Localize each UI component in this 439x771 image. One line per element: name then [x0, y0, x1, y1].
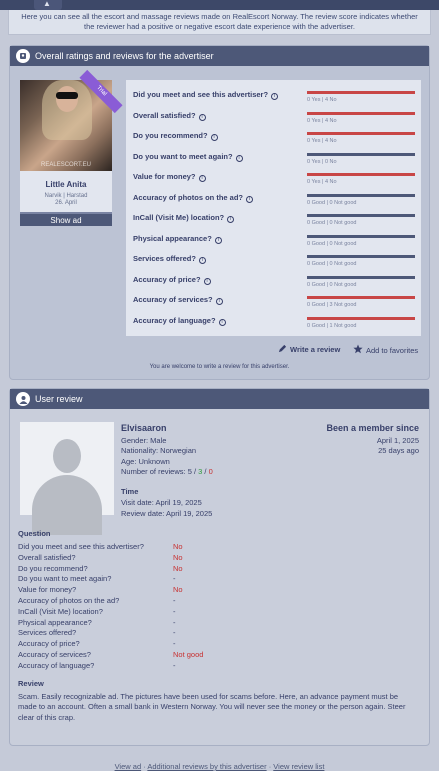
rating-row [126, 248, 421, 269]
write-review-link[interactable]: Write a review [278, 344, 340, 354]
view-ad-link[interactable]: View ad [114, 762, 142, 771]
intro-text: Here you can see all the escort and massage reviews made on RealEscort Norway. The review score indicates whether the reviewer had a positive or negative escort date experience with the advertiser. [8, 10, 431, 35]
member-date: April 1, 2025 [376, 435, 419, 445]
answer-question: Services offered? [18, 628, 77, 638]
welcome-text: You are welcome to write a review for this advertiser. [149, 364, 290, 370]
overall-ratings-panel [9, 45, 430, 380]
rating-bar [307, 173, 415, 176]
rating-question: Accuracy of language? i [133, 316, 226, 326]
user-age: Age: Unknown [121, 456, 170, 466]
info-icon[interactable]: i [246, 196, 253, 203]
advertiser-photo[interactable] [20, 80, 112, 171]
answer-question: InCall (Visit Me) location? [18, 606, 103, 616]
rating-row [126, 166, 421, 187]
answer-value: - [173, 639, 176, 649]
answer-row [18, 564, 418, 575]
rating-count: 0 Yes | 4 No [307, 97, 337, 103]
user-review-count: Number of reviews: 5 / 3 / 0 [121, 467, 213, 476]
photo-watermark: REALESCORT.EU [41, 162, 91, 168]
rating-row [126, 207, 421, 228]
answer-value: No [173, 563, 183, 573]
answer-value: No [173, 552, 183, 562]
review-actions [10, 344, 431, 356]
info-icon[interactable]: i [219, 319, 226, 326]
review-text: Scam. Easily recognizable ad. The pictures have been used for scams before. Here, an advance payment must be made to an account. Often a small bank in Western Norway. You will never see the money or the person again. Steer clear of this crap. [18, 691, 406, 722]
answer-row [18, 628, 418, 639]
rating-count: 0 Yes | 4 No [307, 117, 337, 124]
rating-question: Accuracy of services? i [133, 295, 223, 305]
info-icon[interactable]: i [199, 257, 206, 264]
rating-question: Accuracy of photos on the ad? i [133, 193, 253, 203]
user-review-panel [9, 388, 430, 771]
rating-bar-fill [307, 317, 415, 320]
pencil-icon [278, 344, 287, 353]
rating-question: Do you recommend? i [133, 131, 218, 141]
answer-question: Accuracy of language? [18, 660, 95, 670]
trial-badge: Trial [79, 70, 122, 113]
rating-question: Did you meet and see this advertiser? i [133, 90, 278, 100]
rating-row [126, 310, 421, 331]
overall-ratings-header [10, 46, 429, 66]
username[interactable]: Elvisaaron [121, 423, 167, 433]
review-heading: Review [18, 679, 44, 688]
rating-count: 0 Good | 0 Not good [307, 281, 357, 288]
info-icon[interactable]: i [236, 155, 243, 162]
rating-bar [307, 153, 415, 156]
rating-count: 0 Yes | 0 No [307, 158, 337, 165]
answer-row [18, 553, 418, 564]
ratings-list [126, 80, 421, 336]
answer-value: - [173, 628, 176, 638]
rating-question: Services offered? i [133, 254, 206, 264]
rating-count: 0 Good | 0 Not good [307, 199, 357, 206]
answer-value: No [173, 542, 183, 551]
answer-question: Did you meet and see this advertiser? [18, 542, 144, 551]
scroll-top-tab[interactable] [34, 0, 62, 10]
rating-count: 0 Yes | 4 No [307, 179, 337, 185]
rating-row [126, 105, 421, 126]
info-icon[interactable]: i [199, 175, 206, 182]
rating-bar [307, 276, 415, 279]
answer-row [18, 585, 418, 596]
answer-question: Accuracy of price? [18, 639, 80, 649]
advertiser-date: 26. April [55, 200, 77, 206]
top-strip [0, 0, 439, 10]
answer-row [18, 650, 418, 661]
rating-question: Do you want to meet again? i [133, 152, 243, 162]
advertiser-name: Little Anita [45, 180, 87, 189]
advertiser-location: Narvik | Harstad [44, 193, 88, 199]
arrow-up-icon: ▲ [43, 0, 51, 8]
user-gender: Gender: Male [121, 435, 167, 445]
answer-row [18, 542, 418, 553]
member-ago: 25 days ago [378, 446, 419, 455]
rating-question: Value for money? i [133, 172, 206, 182]
rating-question: Overall satisfied? i [133, 111, 206, 121]
time-heading: Time [121, 486, 139, 496]
answer-question: Accuracy of services? [18, 649, 91, 659]
answers-table [18, 529, 418, 672]
rating-bar-fill [307, 296, 415, 299]
info-icon[interactable]: i [216, 298, 223, 305]
rating-bar [307, 214, 415, 217]
answer-value: - [173, 606, 176, 616]
rating-bar [307, 296, 415, 299]
rating-count: 0 Yes | 4 No [307, 138, 337, 144]
rating-row [126, 289, 421, 310]
panel-title: User review [35, 394, 83, 404]
rating-question: Physical appearance? i [133, 234, 222, 244]
user-info [121, 423, 213, 519]
rating-row [126, 269, 421, 290]
user-review-header [10, 389, 429, 409]
rating-row [126, 84, 421, 105]
rating-bar [307, 91, 415, 94]
answer-row [18, 639, 418, 650]
answer-row [18, 574, 418, 585]
answer-value: - [173, 574, 176, 584]
rating-question: InCall (Visit Me) location? i [133, 213, 234, 223]
visit-date: Visit date: April 19, 2025 [121, 498, 202, 507]
info-icon[interactable]: i [204, 278, 211, 285]
answer-value: - [173, 660, 176, 670]
user-icon [16, 392, 30, 406]
rating-bar [307, 255, 415, 258]
answer-question: Do you want to meet again? [18, 574, 112, 584]
info-icon[interactable]: i [199, 114, 206, 121]
rating-bar [307, 132, 415, 135]
question-heading: Question [18, 529, 51, 538]
star-icon [353, 344, 363, 354]
rating-question: Accuracy of price? i [133, 275, 211, 285]
rating-row [126, 228, 421, 249]
review-date: Review date: April 19, 2025 [121, 508, 213, 518]
rating-count: 0 Good | 0 Not good [307, 261, 357, 267]
answer-row [18, 596, 418, 607]
additional-reviews-link[interactable]: Additional reviews by this advertiser [147, 762, 267, 771]
user-avatar [20, 422, 114, 515]
rating-bar-fill [307, 173, 415, 176]
ratings-icon [16, 49, 30, 63]
info-icon[interactable]: i [227, 216, 234, 223]
advertiser-card[interactable] [20, 80, 112, 226]
rating-row [126, 146, 421, 167]
rating-count: 0 Good | 0 Not good [307, 220, 357, 226]
rating-bar-fill [307, 112, 415, 115]
rating-bar [307, 235, 415, 238]
answer-value: Not good [173, 649, 204, 659]
info-icon[interactable]: i [271, 93, 278, 100]
show-ad-button[interactable]: Show ad [20, 212, 112, 226]
answer-value: - [173, 595, 176, 605]
rating-bar [307, 194, 415, 197]
answer-row [18, 607, 418, 618]
member-heading: Been a member since [326, 423, 419, 433]
rating-bar-fill [307, 132, 415, 135]
panel-title: Overall ratings and reviews for the advertiser [35, 51, 214, 61]
answer-row [18, 661, 418, 672]
rating-row [126, 187, 421, 208]
user-nationality: Nationality: Norwegian [121, 446, 197, 455]
answer-question: Do you recommend? [18, 563, 88, 573]
review-list-link[interactable]: View review list [273, 762, 325, 771]
review-section [18, 679, 418, 723]
member-since [326, 423, 419, 457]
add-favorites-link[interactable]: Add to favorites [353, 344, 418, 355]
answer-question: Physical appearance? [18, 617, 92, 627]
rating-count: 0 Good | 0 Not good [307, 240, 357, 247]
rating-bar [307, 317, 415, 320]
rating-row [126, 125, 421, 146]
rating-bar [307, 112, 415, 115]
answer-question: Value for money? [18, 585, 77, 595]
answer-value: No [173, 585, 183, 595]
answer-question: Accuracy of photos on the ad? [18, 595, 120, 605]
answer-question: Overall satisfied? [18, 552, 76, 562]
rating-bar-fill [307, 91, 415, 94]
answer-row [18, 618, 418, 629]
footer-links: View ad · Additional reviews by this advertiser · View review list [114, 762, 325, 771]
rating-count: 0 Good | 3 Not good [307, 302, 357, 308]
info-icon[interactable]: i [215, 237, 222, 244]
info-icon[interactable]: i [211, 134, 218, 141]
rating-count: 0 Good | 1 Not good [307, 322, 357, 329]
answer-value: - [173, 617, 176, 627]
